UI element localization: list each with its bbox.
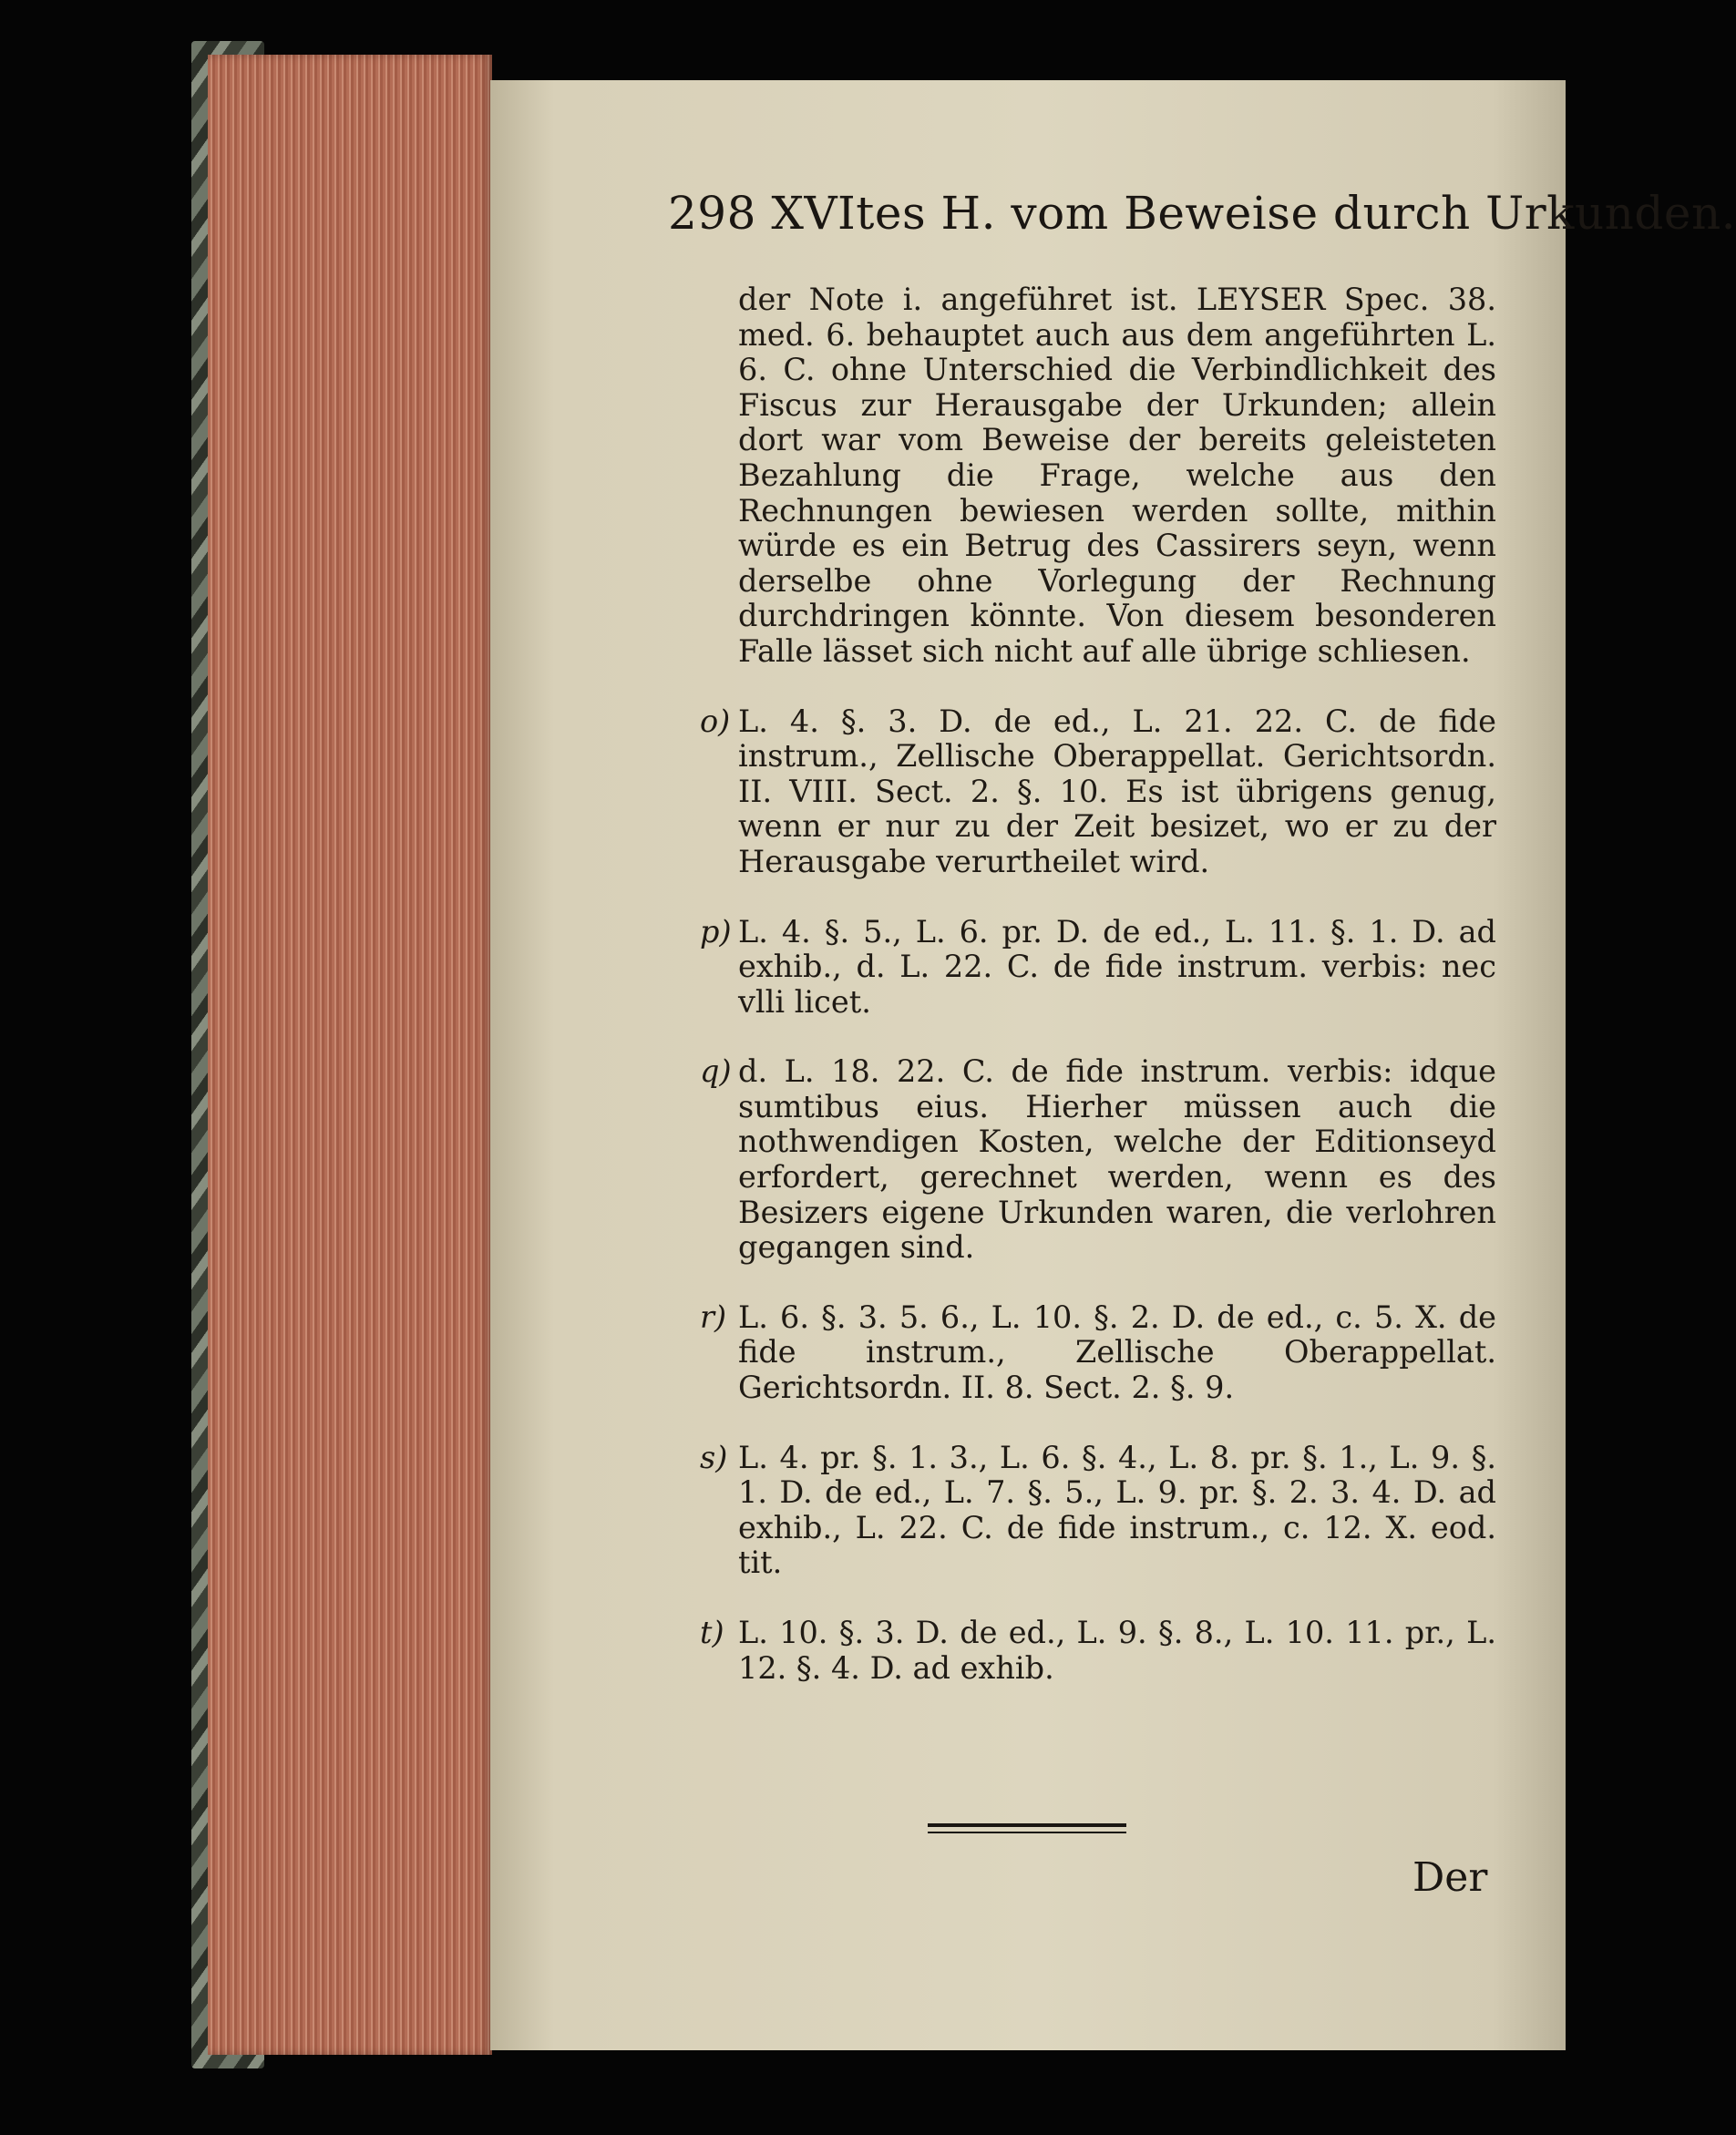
footnote-text: L. 10. §. 3. D. de ed., L. 9. §. 8., L. 10. 11. pr., L. 12. §. 4. D. ad exhib. (738, 1615, 1496, 1686)
footnote-text: L. 4. §. 5., L. 6. pr. D. de ed., L. 11. §. 1. D. ad exhib., d. L. 22. C. de fide instrum. verbis: nec vlli licet. (738, 913, 1496, 1020)
footnote-r (700, 1298, 1496, 1406)
footnote-q (700, 1053, 1496, 1266)
footnote-mark: t) (700, 1615, 724, 1650)
footnote-p (700, 913, 1496, 1021)
footnote-s (700, 1439, 1496, 1581)
running-title: XVItes H. vom Beweise durch Urkunden. (771, 187, 1736, 240)
footnote-text: L. 4. pr. §. 1. 3., L. 6. §. 4., L. 8. pr. §. 1., L. 9. §. 1. D. de ed., L. 7. §. 5., L. 9. pr. §. 2. 3. 4. D. ad exhib., L. 22. C. de fide instrum., c. 12. X. eod. tit. (738, 1439, 1496, 1581)
continuation-paragraph: der Note i. angeführet ist. LEYSER Spec. 38. med. 6. behauptet auch aus dem angeführten L. 6. C. ohne Unterschied die Verbindlichkeit des Fiscus zur Herausgabe der Urkunden; allein dort war vom Beweise der bereits geleisteten Bezahlung die Frage, welche aus den Rechnungen bewiesen werden sollte, mithin würde es ein Betrug des Cassirers seyn, wenn derselbe ohne Vorlegung der Rechnung durchdringen könnte. Von diesem besonderen Falle lässet sich nicht auf alle übrige schliesen. (738, 282, 1496, 669)
catchword: Der (1412, 1854, 1488, 1901)
footnote-mark: r) (700, 1298, 727, 1335)
footnote-mark: o) (700, 703, 731, 739)
footnote-t (700, 1615, 1496, 1686)
page-edges (208, 55, 492, 2055)
footnote-text: d. L. 18. 22. C. de fide instrum. verbis: idque sumtibus eius. Hierher müssen auch die nothwendigen Kosten, welche der Editionseyd erfordert, gerechnet werden, wenn es des Besizers eigene Urkunden waren, die verlohren gegangen sind. (738, 1053, 1496, 1266)
footnote-mark: s) (700, 1439, 728, 1475)
footnote-text: L. 6. §. 3. 5. 6., L. 10. §. 2. D. de ed., c. 5. X. de fide instrum., Zellische Oberappellat. Gerichtsordn. II. 8. Sect. 2. §. 9. (738, 1298, 1496, 1406)
page-content (700, 282, 1496, 1686)
footnote-o (700, 703, 1496, 880)
footnote-text: L. 4. §. 3. D. de ed., L. 21. 22. C. de fide instrum., Zellische Oberappellat. Gerichtsordn. II. VIII. Sect. 2. §. 10. Es ist übrigens genug, wenn er nur zu der Zeit besizet, wo er zu der Herausgabe verurtheilet wird. (738, 703, 1496, 879)
page-header (668, 187, 1736, 240)
page-number: 298 (668, 187, 756, 240)
section-rule (928, 1823, 1126, 1827)
footnote-mark: p) (700, 913, 732, 949)
footnote-mark: q) (700, 1053, 732, 1090)
